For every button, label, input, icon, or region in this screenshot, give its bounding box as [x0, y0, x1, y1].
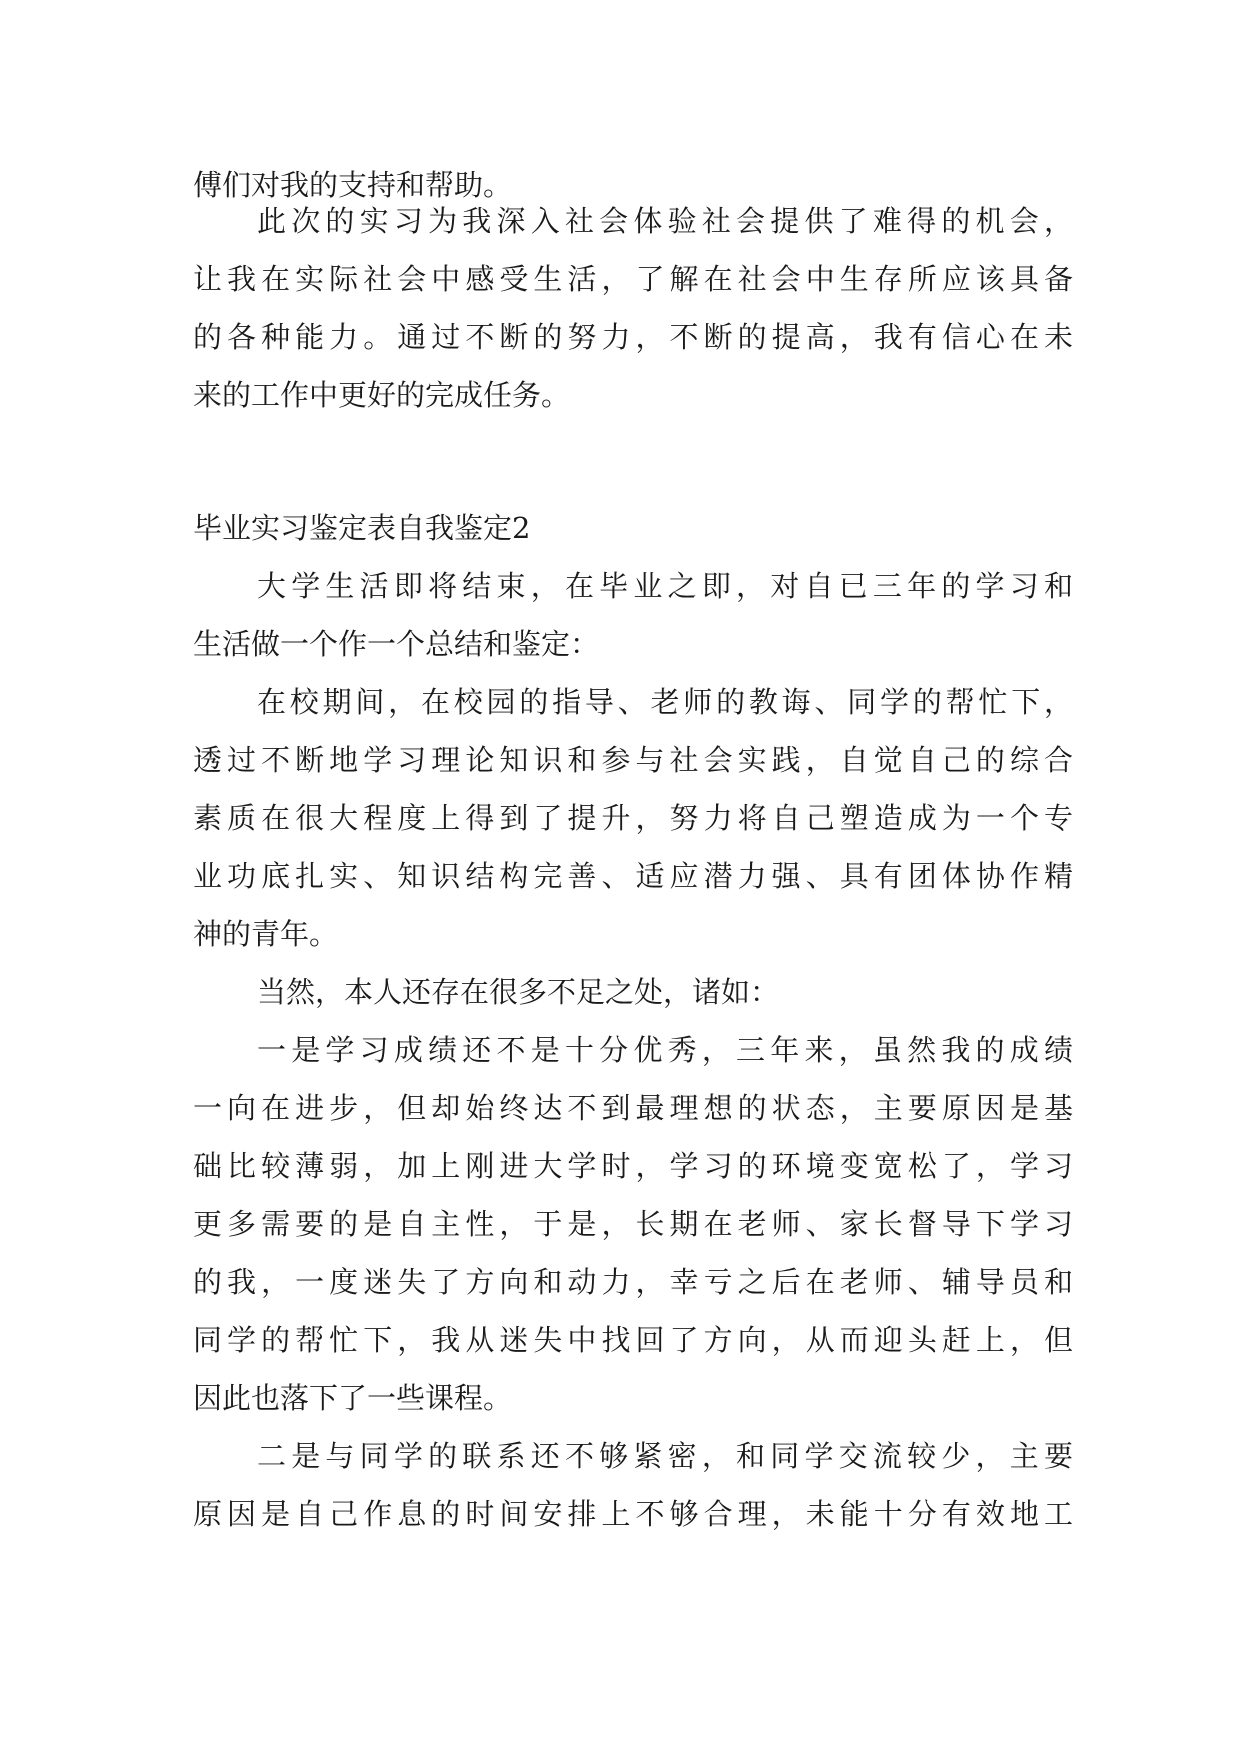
paragraph-first-line: 此次的实习为我深入社会体验社会提供了难得的机会，	[257, 204, 1073, 238]
text-line: 一向在进步，但却始终达不到最理想的状态，主要原因是基	[193, 1091, 1073, 1125]
section-heading: 毕业实习鉴定表自我鉴定2	[193, 511, 531, 545]
text-line: 来的工作中更好的完成任务。	[193, 378, 571, 412]
text-line: 础比较薄弱，加上刚进大学时，学习的环境变宽松了，学习	[193, 1149, 1073, 1183]
text-line: 同学的帮忙下，我从迷失中找回了方向，从而迎头赶上，但	[193, 1323, 1073, 1357]
text-line: 业功底扎实、知识结构完善、适应潜力强、具有团体协作精	[193, 859, 1073, 893]
text-line: 的各种能力。通过不断的努力，不断的提高，我有信心在未	[193, 320, 1073, 354]
paragraph-first-line: 一是学习成绩还不是十分优秀，三年来，虽然我的成绩	[257, 1033, 1073, 1067]
text-line: 傅们对我的支持和帮助。	[193, 168, 513, 202]
paragraph-first-line: 在校期间，在校园的指导、老师的教诲、同学的帮忙下，	[257, 685, 1073, 719]
paragraph-first-line: 当然，本人还存在很多不足之处，诸如：	[257, 975, 780, 1009]
paragraph-first-line: 二是与同学的联系还不够紧密，和同学交流较少，主要	[257, 1439, 1073, 1473]
text-line: 的我，一度迷失了方向和动力，幸亏之后在老师、辅导员和	[193, 1265, 1073, 1299]
text-line: 因此也落下了一些课程。	[193, 1381, 513, 1415]
paragraph-first-line: 大学生活即将结束，在毕业之即，对自已三年的学习和	[257, 569, 1073, 603]
text-line: 素质在很大程度上得到了提升，努力将自己塑造成为一个专	[193, 801, 1073, 835]
text-line: 神的青年。	[193, 917, 339, 951]
text-line: 更多需要的是自主性，于是，长期在老师、家长督导下学习	[193, 1207, 1073, 1241]
text-line: 生活做一个作一个总结和鉴定：	[193, 627, 600, 661]
text-line: 让我在实际社会中感受生活，了解在社会中生存所应该具备	[193, 262, 1073, 296]
text-line: 原因是自己作息的时间安排上不够合理，未能十分有效地工	[193, 1497, 1073, 1531]
text-line: 透过不断地学习理论知识和参与社会实践，自觉自己的综合	[193, 743, 1073, 777]
